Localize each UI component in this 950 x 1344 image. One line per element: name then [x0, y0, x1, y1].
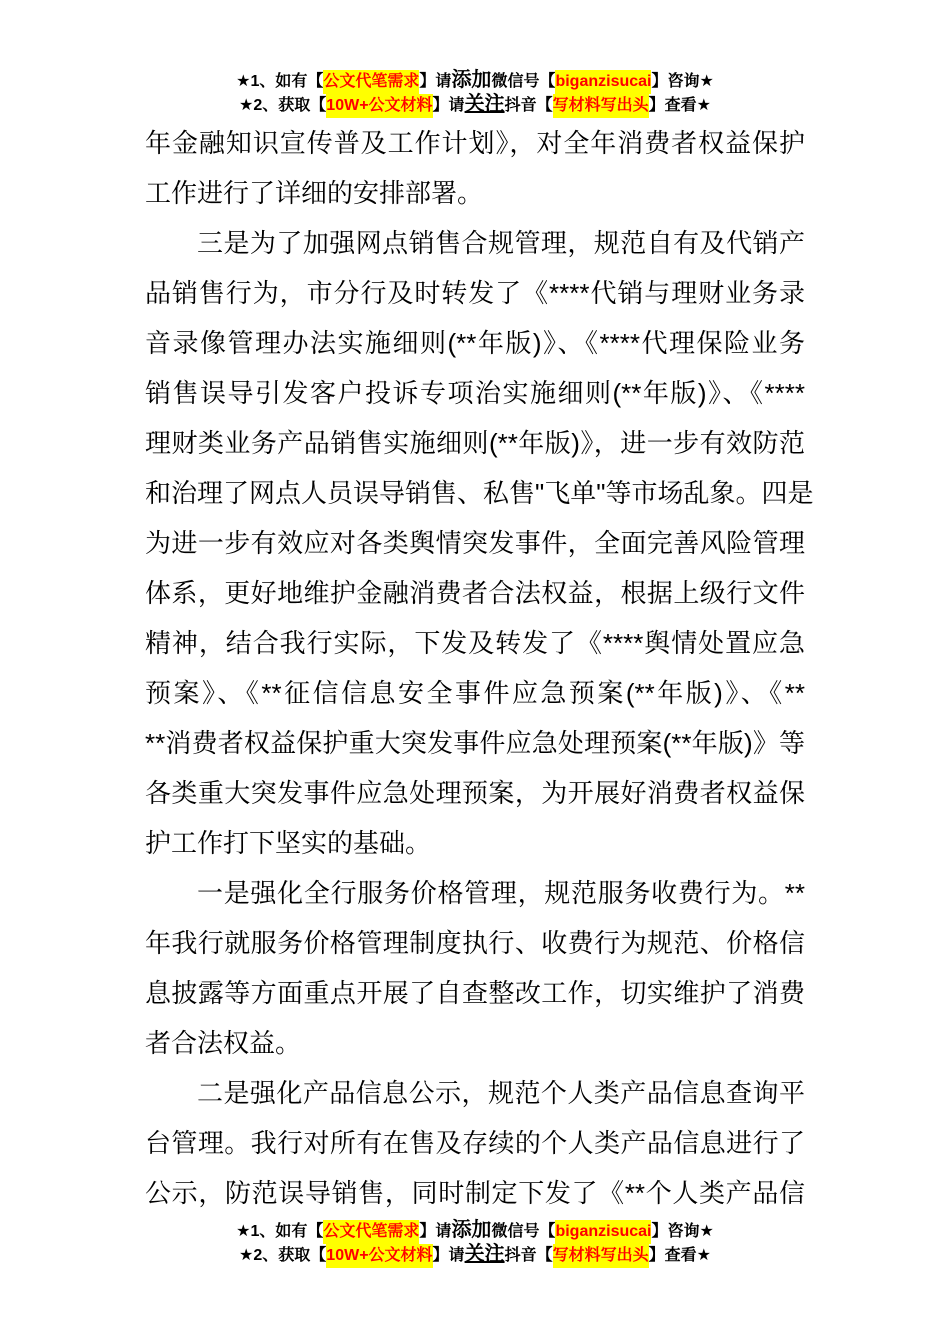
text-line: 台管理。我行对所有在售及存续的个人类产品信息进行了: [145, 1128, 805, 1158]
banner-prefix: ★2、获取【: [239, 97, 327, 114]
banner-text: 微信号【: [491, 73, 556, 90]
header-banner: [0, 68, 950, 116]
banner-suffix: 】查看★: [648, 1247, 711, 1264]
banner-prefix: ★1、如有【: [236, 1223, 324, 1240]
banner-line-douyin: [0, 92, 950, 116]
text-line: 一是强化全行服务价格管理，规范服务收费行为。**: [197, 878, 805, 908]
highlight-douyin-account: 写材料写出头: [553, 1244, 649, 1268]
document-body: [145, 118, 814, 1218]
text-line: 息披露等方面重点开展了自查整改工作，切实维护了消费: [145, 978, 805, 1008]
highlight-materials: 10W+公文材料: [326, 94, 432, 118]
highlight-douyin-account: 写材料写出头: [553, 94, 649, 118]
emphasis-follow: 关注: [464, 93, 505, 115]
banner-text: 抖音【: [504, 97, 553, 114]
text-line: 护工作打下坚实的基础。: [145, 828, 432, 858]
text-line: 音录像管理办法实施细则(**年版)》、《****代理保险业务: [145, 328, 805, 358]
highlight-materials: 10W+公文材料: [326, 1244, 432, 1268]
paragraph-item-two: [145, 1068, 805, 1218]
banner-suffix: 】咨询★: [651, 1223, 714, 1240]
text-line: 工作进行了详细的安排部署。: [145, 178, 484, 208]
text-line: 公示，防范误导销售，同时制定下发了《**个人类产品信: [145, 1178, 805, 1208]
highlight-ghostwriting-request: 公文代笔需求: [323, 70, 419, 94]
banner-prefix: ★1、如有【: [236, 73, 324, 90]
text-line: 和治理了网点人员误导销售、私售"飞单"等市场乱象。四是: [145, 478, 814, 508]
text-line: 为进一步有效应对各类舆情突发事件，全面完善风险管理: [145, 528, 805, 558]
paragraph-item-three: [145, 218, 814, 868]
banner-suffix: 】查看★: [648, 97, 711, 114]
emphasis-add: 添加: [451, 1219, 492, 1241]
banner-suffix: 】咨询★: [651, 73, 714, 90]
highlight-wechat-id: biganzisucai: [555, 70, 651, 94]
text-line: 销售误导引发客户投诉专项治实施细则(**年版)》、《****: [145, 378, 805, 408]
banner-line-douyin: [0, 1242, 950, 1266]
text-line: 各类重大突发事件应急处理预案，为开展好消费者权益保: [145, 778, 805, 808]
highlight-ghostwriting-request: 公文代笔需求: [323, 1220, 419, 1244]
paragraph-continued: [145, 118, 805, 218]
banner-line-wechat: [0, 1218, 950, 1242]
highlight-wechat-id: biganzisucai: [555, 1220, 651, 1244]
text-line: 理财类业务产品销售实施细则(**年版)》，进一步有效防范: [145, 428, 805, 458]
text-line: 精神，结合我行实际，下发及转发了《****舆情处置应急: [145, 628, 805, 658]
text-line: 年我行就服务价格管理制度执行、收费行为规范、价格信: [145, 928, 805, 958]
text-line: **消费者权益保护重大突发事件应急处理预案(**年版)》等: [145, 728, 805, 758]
banner-text: 】请: [432, 1247, 465, 1264]
text-line: 年金融知识宣传普及工作计划》，对全年消费者权益保护: [145, 128, 805, 158]
text-line: 三是为了加强网点销售合规管理，规范自有及代销产: [197, 228, 805, 258]
banner-prefix: ★2、获取【: [239, 1247, 327, 1264]
banner-text: 微信号【: [491, 1223, 556, 1240]
banner-text: 】请: [432, 97, 465, 114]
footer-banner: [0, 1218, 950, 1266]
text-line: 二是强化产品信息公示，规范个人类产品信息查询平: [197, 1078, 805, 1108]
emphasis-follow: 关注: [464, 1243, 505, 1265]
text-line: 品销售行为，市分行及时转发了《****代销与理财业务录: [145, 278, 805, 308]
emphasis-add: 添加: [451, 69, 492, 91]
banner-text: 抖音【: [504, 1247, 553, 1264]
text-line: 者合法权益。: [145, 1028, 302, 1058]
text-line: 体系，更好地维护金融消费者合法权益，根据上级行文件: [145, 578, 805, 608]
banner-text: 】请: [419, 73, 452, 90]
paragraph-item-one: [145, 868, 805, 1068]
text-line: 预案》、《**征信信息安全事件应急预案(**年版)》、《**: [145, 678, 805, 708]
banner-line-wechat: [0, 68, 950, 92]
banner-text: 】请: [419, 1223, 452, 1240]
